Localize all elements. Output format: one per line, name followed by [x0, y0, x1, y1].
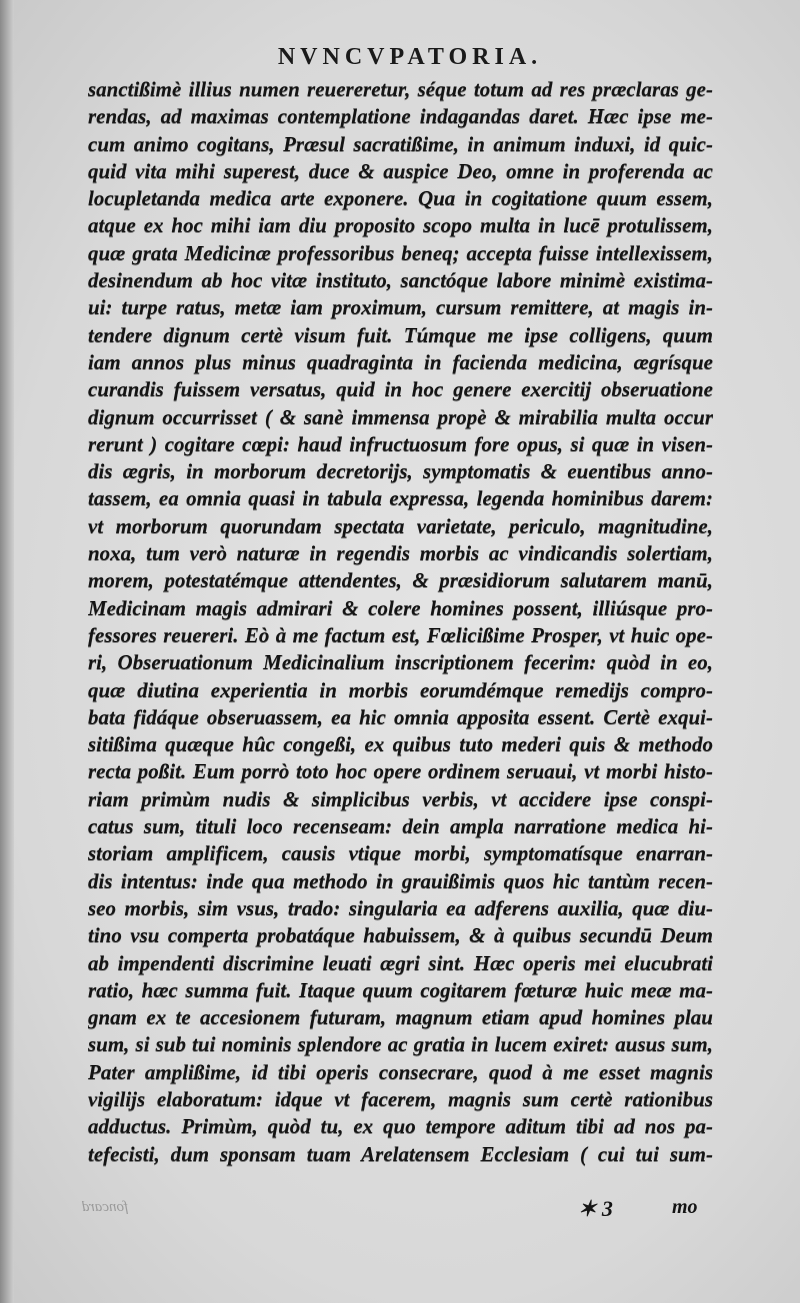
text-line: tefecisti, dum sponsam tuam Arelatensem Ecclesiam ( cui tui sum- — [88, 1141, 713, 1166]
text-line: riam primùm nudis & simplicibus verbis, vt accidere ipse conspi- — [88, 786, 713, 811]
text-line: rendas, ad maximas contemplatione indagandas daret. Hæc ipse me- — [88, 104, 713, 129]
text-line: seo morbis, sim vsus, trado: singularia ea adferens auxilia, quæ diu- — [88, 895, 713, 920]
text-line: Pater amplißime, id tibi operis consecrare, quod à me esset magnis — [88, 1059, 713, 1084]
text-line: ui: turpe ratus, metæ iam proximum, cursum remittere, at magis in- — [88, 295, 713, 320]
text-line: quæ diutina experientia in morbis eorumdémque remedijs compro- — [88, 677, 713, 702]
text-line: Medicinam magis admirari & colere homines possent, illiúsque pro- — [88, 595, 713, 620]
text-line: sum, si sub tui nominis splendore ac gratia in lucem exiret: ausus sum, — [88, 1032, 713, 1057]
text-line: dis ægris, in morborum decretorijs, symptomatis & euentibus anno- — [88, 459, 713, 484]
text-line: atque ex hoc mihi iam diu proposito scopo multa in lucē protulissem, — [88, 213, 713, 238]
text-line: cum animo cogitans, Præsul sacratißime, in animum induxi, id quic- — [88, 131, 713, 156]
text-line: dignum occurrisset ( & sanè immensa propè & mirabilia multa occur — [88, 404, 713, 429]
text-line: desinendum ab hoc vitæ instituto, sanctóque labore minimè existima- — [88, 268, 713, 293]
catchword: mo — [672, 1196, 698, 1218]
text-line: recta poßit. Eum porrò toto hoc opere ordinem seruaui, vt morbi histo- — [88, 759, 713, 784]
text-line: tendere dignum certè visum fuit. Túmque me ipse colligens, quum — [88, 322, 713, 347]
text-line: iam annos plus minus quadraginta in facienda medicina, ægrísque — [88, 349, 713, 374]
text-line: dis intentus: inde qua methodo in grauißimis quos hic tantùm recen- — [88, 868, 713, 893]
text-line: sanctißimè illius numen reuereretur, séque totum ad res præclaras ge- — [88, 77, 713, 101]
text-line: rerunt ) cogitare cœpi: haud infructuosum fore opus, si quæ in visen- — [88, 431, 713, 456]
text-line: sitißima quæque hûc congeßi, ex quibus tuto mederi quis & methodo — [88, 732, 713, 757]
page-gutter-shadow — [0, 0, 14, 1303]
signature-mark: ✶ 3 — [578, 1196, 613, 1221]
running-header: NVNCVPATORIA. — [277, 44, 543, 70]
text-line: morem, potestatémque attendentes, & præsidiorum salutarem manū, — [88, 568, 713, 593]
text-line: curandis fuissem versatus, quid in hoc genere exercitij obseruatione — [88, 377, 713, 402]
text-line: tino vsu comperta probatáque habuissem, & à quibus secundū Deum — [88, 923, 713, 948]
text-line: catus sum, tituli loco recenseam: dein ampla narratione medica hi- — [88, 814, 713, 839]
text-line: bata fidáque obseruassem, ea hic omnia apposita essent. Certè exqui- — [88, 704, 713, 729]
text-line: ratio, hæc summa fuit. Itaque quum cogitarem fœturæ huic meæ ma- — [88, 977, 713, 1002]
text-line: fessores reuereri. Eò à me factum est, Fœlicißime Prosper, vt huic ope- — [88, 622, 713, 647]
text-line: noxa, tum verò naturæ in regendis morbis ac vindicandis solertiam, — [88, 541, 713, 566]
text-line: adductus. Primùm, quòd tu, ex quo tempore aditum tibi ad nos pa- — [88, 1114, 713, 1139]
text-line: quæ grata Medicinæ professoribus beneq; accepta fuisse intellexissem, — [88, 240, 713, 265]
body-text — [88, 76, 713, 1168]
text-line: quid vita mihi superest, duce & auspice Deo, omne in proferenda ac — [88, 158, 713, 183]
text-line: ri, Obseruationum Medicinalium inscriptionem fecerim: quòd in eo, — [88, 650, 713, 675]
text-line: locupletanda medica arte exponere. Qua in cogitatione quum essem, — [88, 186, 713, 211]
text-line: vt morborum quorundam spectata varietate, periculo, magnitudine, — [88, 513, 713, 538]
text-line: tassem, ea omnia quasi in tabula expressa, legenda hominibus darem: — [88, 486, 713, 511]
text-line: gnam ex te accesionem futuram, magnum etiam apud homines plau — [88, 1005, 713, 1030]
bleed-through-text: foncard — [82, 1199, 129, 1215]
text-line: ab impendenti discrimine leuati ægri sint. Hæc operis mei elucubrati — [88, 950, 713, 975]
text-line: vigilijs elaboratum: idque vt facerem, magnis sum certè rationibus — [88, 1086, 713, 1111]
text-line: storiam amplificem, causis vtique morbi, symptomatísque enarran- — [88, 841, 713, 866]
